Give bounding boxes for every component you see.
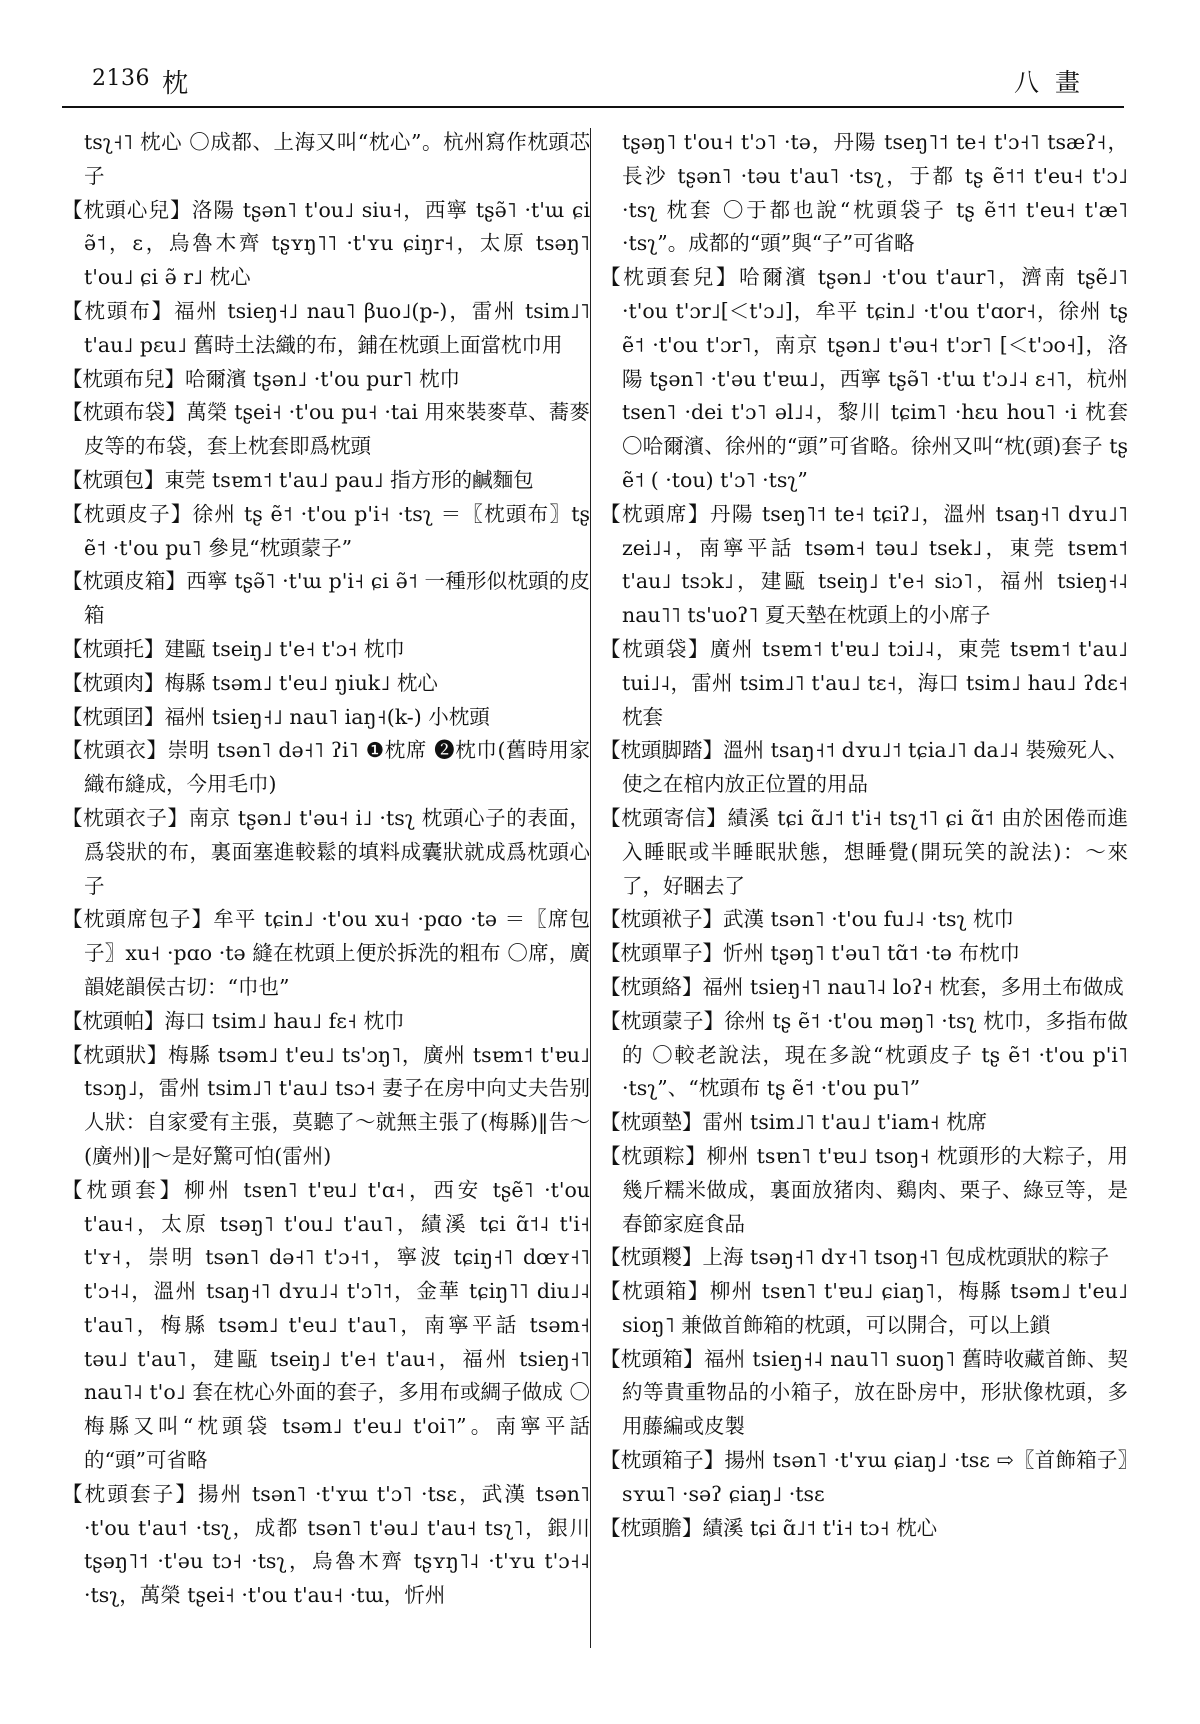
page-header (62, 66, 1124, 108)
entry-text: 哈爾濱 tʂən˩ ·t'ou pur˥ 枕巾 (185, 366, 460, 391)
entry-text: 崇明 tsən˥ də˧˥ ʔi˥ ❶枕席 ❷枕巾(舊時用家織布縫成，今用毛巾) (84, 738, 591, 797)
entry-text: 柳州 tsɐn˥ t'ɐu˩ ɕiaŋ˥，梅縣 tsəm˩ t'eu˩ sioŋ˥ 兼做首飾箱的枕頭，可以開合，可以上鎖 (622, 1279, 1128, 1337)
left-column (62, 126, 590, 1666)
dictionary-entry (600, 1275, 1128, 1343)
entry-text: 福州 tsieŋ˧˨ nau˥˥ suoŋ˥ 舊時收藏首飾、契約等貴重物品的小箱子，放在卧房中，形狀像枕頭，多用藤編或皮製 (622, 1346, 1128, 1439)
entry-headword: 【枕頭脚踏】 (600, 738, 724, 763)
entry-headword: 【枕頭托】 (62, 636, 165, 661)
entry-text: 徐州 tʂ ẽ˦ ·t'ou məŋ˥ ·tsʅ 枕巾，多指布做的 〇較老說法，現在多說“枕頭皮子 tʂ ẽ˦ ·t'ou p'i˥ ·tsʅ”、“枕頭布 tʂ ẽ˦ ·t'ou pu˥” (622, 1008, 1129, 1101)
dictionary-entry (62, 464, 590, 498)
entry-text: 揚州 tsən˥ ·t'ʏɯ t'ɔ˥ ·tsɛ，武漢 tsən˥ ·t'ou t'au˦ ·tsʅ，成都 tsən˥ t'əu˩ t'au˧ tsʅ˥，銀川 tʂəŋ˥˦ ·t'əu tɔ˧ ·tsʅ，烏魯木齊 tʂʏŋ˥˨ ·t'ʏu t'ɔ˧˨ ·tsʅ，萬榮 tʂei˧ ·t'ou t'au˧ ·tɯ，忻州 (84, 1481, 591, 1608)
entry-headword: 【枕頭糉】 (600, 1245, 703, 1270)
dictionary-entry (62, 295, 590, 363)
entry-headword: 【枕頭套兒】 (600, 265, 740, 290)
dictionary-entry (600, 1106, 1128, 1140)
entry-headword: 【枕頭席包子】 (62, 907, 214, 932)
entry-text: 建甌 tseiŋ˩ t'e˧ t'ɔ˧ 枕巾 (164, 636, 405, 661)
entry-headword: 【枕頭袱子】 (600, 907, 723, 932)
entry-text: 揚州 tsən˥ ·t'ʏɯ ɕiaŋ˩ ·tsɛ ⇨〖首飾箱子〗sʏɯ˥ ·səʔ ɕiaŋ˩ ·tsɛ (622, 1448, 1128, 1506)
entry-headword: 【枕頭衣】 (62, 738, 168, 763)
dictionary-entry (600, 633, 1128, 734)
dictionary-entry (62, 802, 590, 903)
entry-text: 哈爾濱 tʂən˩ ·t'ou t'aur˥，濟南 tʂẽ˩˥ ·t'ou t'ɔr˩[＜t'ɔ˩]，牟平 tɕin˩ ·t'ou t'ɑor˧，徐州 tʂ ẽ˦ ·t'ou t'ɔr˥，南京 tʂən˩ t'əu˧ t'ɔr˥ [＜t'ɔo˧]，洛陽 tʂən˥ ·t'əu t'ɐɯ˩，西寧 tʂə̃˥ ·t'ɯ t'ɔ˩˨ ɛ˧˥，杭州 tsen˥ ·dei t'ɔ˥ əl˩˨，黎川 tɕim˥ ·hɛu hou˥ ·i 枕套 〇哈爾濱、徐州的“頭”可省略。徐州又叫“枕(頭)套子 tʂ ẽ˦ ( ·tou) t'ɔ˥ ·tsʅ” (622, 265, 1129, 492)
entry-text: 上海 tsəŋ˧˥ dʏ˧˥ tsoŋ˧˥ 包成枕頭狀的粽子 (702, 1245, 1110, 1270)
dictionary-entry (600, 971, 1128, 1005)
entry-text: 牟平 tɕin˩ ·t'ou xu˧ ·pɑo ·tə ＝〖席包子〗xu˧ ·pɑo ·tə 縫在枕頭上便於拆洗的粗布 〇席，廣韻姥韻侯古切：“巾也” (84, 907, 590, 999)
entry-headword: 【枕頭單子】 (600, 941, 723, 966)
entry-text: 洛陽 tʂən˥ t'ou˩ siu˧，西寧 tʂə̃˥ ·t'ɯ ɕi ə̃˦，ɛ，烏魯木齊 tʂʏŋ˥˥ ·t'ʏu ɕiŋr˧，太原 tsəŋ˥ t'ou˩ ɕi ə̃ r˩ 枕心 (84, 197, 591, 290)
entry-headword: 【枕頭膽】 (600, 1515, 703, 1540)
page-number: 2136 (92, 66, 150, 91)
entry-text: 東莞 tsɐm˦ t'au˩ pau˩ 指方形的鹹麵包 (164, 467, 534, 492)
dictionary-entry (600, 1005, 1128, 1106)
dictionary-entry (600, 903, 1128, 937)
entry-text: 績溪 tɕi ɑ̃˩˦ t'i˧ tsʅ˦˥ ɕi ɑ̃˦ 由於困倦而進入睡眠或半睡眠狀態，想睡覺(開玩笑的說法)：～來了，好睏去了 (622, 805, 1128, 898)
entry-headword: 【枕頭布】 (62, 298, 175, 323)
entry-headword: 【枕頭皮子】 (62, 501, 193, 526)
entry-headword: 【枕頭箱子】 (600, 1448, 725, 1473)
entry-headword: 【枕頭箱】 (600, 1279, 710, 1304)
entry-text: 福州 tsieŋ˧˩ nau˥ βuo˩(p-)，雷州 tsim˩˥ t'au˩ pɛu˩ 舊時土法織的布，鋪在枕頭上面當枕巾用 (84, 298, 591, 357)
dictionary-entry (62, 667, 590, 701)
entry-headword: 【枕頭袋】 (600, 636, 711, 661)
entry-text: 福州 tsieŋ˧˥ nau˥˨ loʔ˧ 枕套，多用土布做成 (702, 974, 1124, 999)
entry-headword: 【枕頭蒙子】 (600, 1008, 725, 1033)
entry-text: 忻州 tʂəŋ˥ t'əu˥ tɑ̃˦ ·tə 布枕巾 (723, 941, 1020, 966)
entry-text: 福州 tsieŋ˧˩ nau˥ iaŋ˧(k-) 小枕頭 (164, 704, 490, 729)
dictionary-entry (62, 1039, 590, 1174)
entry-headword: 【枕頭絡】 (600, 974, 703, 999)
entry-text: 西寧 tʂə̃˥ ·t'ɯ p'i˧ ɕi ə̃˦ 一種形似枕頭的皮箱 (84, 569, 590, 628)
entry-headword: 【枕頭肉】 (62, 670, 165, 695)
dictionary-entry (600, 261, 1128, 498)
dictionary-entry (62, 194, 590, 295)
entry-text: 柳州 tsɐn˥ t'ɐu˩ tsoŋ˧ 枕頭形的大粽子，用幾斤糯米做成，裏面放猪肉、鷄肉、栗子、綠豆等，是春節家庭食品 (622, 1143, 1129, 1236)
entry-headword: 【枕頭心兒】 (62, 197, 192, 222)
entry-headword: 【枕頭寄信】 (600, 805, 728, 830)
dictionary-entry (62, 903, 590, 1004)
dictionary-entry (62, 396, 590, 464)
entry-text: 溫州 tsaŋ˧˦ dʏu˩˦ tɕia˩˥ da˩˨ 裝殮死人、使之在棺内放正位置的用品 (622, 738, 1128, 797)
entry-text: tsʅ˧˥ 枕心 〇成都、上海又叫“枕心”。杭州寫作枕頭芯子 (84, 130, 590, 188)
entry-headword: 【枕頭囝】 (62, 704, 165, 729)
header-section: 八畫 (1013, 68, 1096, 97)
dictionary-entry (600, 1343, 1128, 1444)
entry-headword: 【枕頭墊】 (600, 1110, 703, 1135)
dictionary-entry (600, 937, 1128, 971)
dictionary-entry (62, 734, 590, 802)
entry-headword: 【枕頭布兒】 (62, 366, 185, 391)
dictionary-entry (600, 802, 1128, 903)
entry-text: 雷州 tsim˩˥ t'au˩ t'iam˧ 枕席 (702, 1110, 988, 1135)
right-column (600, 126, 1128, 1666)
dictionary-entry (62, 363, 590, 397)
entry-text: 海口 tsim˩ hau˩ fɛ˧ 枕巾 (164, 1008, 405, 1033)
entry-text: 武漢 tsən˥ ·t'ou fu˩˨ ·tsʅ 枕巾 (723, 907, 1014, 932)
entry-text: 梅縣 tsəm˩ t'eu˩ ts'ɔŋ˥，廣州 tsɐm˦ t'ɐu˩ tsɔŋ˩，雷州 tsim˩˥ t'au˩ tsɔ˧ 妻子在房中向丈夫告别人狀：自家愛有主張，莫聽了～就無主張了(梅縣)‖告～(廣州)‖～是好驚可怕(雷州) (84, 1042, 591, 1168)
dictionary-entry (600, 1241, 1128, 1275)
entry-text: 梅縣 tsəm˩ t'eu˩ ŋiuk˩ 枕心 (164, 670, 438, 695)
entry-headword: 【枕頭箱】 (600, 1346, 704, 1371)
entry-headword: 【枕頭粽】 (600, 1143, 707, 1168)
entry-headword: 【枕頭包】 (62, 467, 165, 492)
entry-text: 南京 tʂən˩ t'əu˧ i˩ ·tsʅ 枕頭心子的表面，爲袋狀的布，裏面塞進較鬆的填料成囊狀就成爲枕頭心子 (84, 805, 590, 898)
entry-text: 廣州 tsɐm˦ t'ɐu˩ tɔi˩˨，東莞 tsɐm˦ t'au˩ tui˩˨，雷州 tsim˩˥ t'au˩ tɛ˧，海口 tsim˩ hau˩ ʔdɛ˧ 枕套 (622, 636, 1128, 729)
entry-text: 萬榮 tʂei˧ ·t'ou pu˧ ·tai 用來裝麥草、蕎麥皮等的布袋，套上枕套即爲枕頭 (84, 400, 590, 459)
column-divider (590, 128, 591, 1648)
dictionary-entry (600, 126, 1128, 261)
dictionary-entry (62, 498, 590, 566)
dictionary-entry (600, 1444, 1128, 1512)
entry-text: 丹陽 tseŋ˥˦ te˧ tɕiʔ˩，溫州 tsaŋ˧˥ dʏu˩˥ zei˩˨，南寧平話 tsəm˧ təu˩ tsek˩，東莞 tsɐm˦ t'au˩ tsɔk˩，建甌 tseiŋ˩ t'e˧ siɔ˥，福州 tsieŋ˧˨ nau˥˥ ts'uoʔ˥ 夏天墊在枕頭上的小席子 (622, 501, 1129, 628)
entry-text: 績溪 tɕi ɑ̃˩˦ t'i˧ tɔ˧ 枕心 (702, 1515, 938, 1540)
entry-headword: 【枕頭席】 (600, 501, 710, 526)
entry-headword: 【枕頭套】 (62, 1177, 185, 1202)
entry-headword: 【枕頭衣子】 (62, 805, 189, 830)
entry-headword: 【枕頭布袋】 (62, 400, 187, 425)
dictionary-entry (62, 1174, 590, 1478)
entry-headword: 【枕頭帕】 (62, 1008, 165, 1033)
entry-text: tʂəŋ˥ t'ou˧ t'ɔ˥ ·tə，丹陽 tseŋ˥˦ te˧ t'ɔ˧˥ tsæʔ˧，長沙 tʂən˥ ·təu t'au˥ ·tsʅ，于都 tʂ ẽ˦˦ t'eu˧ t'ɔ˩ ·tsʅ 枕套 〇于都也說“枕頭袋子 tʂ ẽ˦˦ t'eu˧ t'æ˥ ·tsʅ”。成都的“頭”與“子”可省略 (622, 130, 1128, 256)
dictionary-entry (62, 1478, 590, 1613)
header-character: 枕 (162, 69, 189, 99)
entry-text: 徐州 tʂ ẽ˦ ·t'ou p'i˧ ·tsʅ ＝〖枕頭布〗tʂ ẽ˦ ·t'ou pu˥ 參見“枕頭蒙子” (84, 501, 590, 560)
dictionary-entry (600, 734, 1128, 802)
dictionary-entry (600, 1140, 1128, 1241)
dictionary-entry (62, 565, 590, 633)
dictionary-entry (62, 1005, 590, 1039)
entry-headword: 【枕頭狀】 (62, 1042, 169, 1067)
dictionary-entry (62, 126, 590, 194)
dictionary-entry (600, 1512, 1128, 1546)
dictionary-entry (62, 701, 590, 735)
entry-headword: 【枕頭套子】 (62, 1481, 199, 1506)
dictionary-entry (600, 498, 1128, 633)
entry-text: 柳州 tsɐn˥ t'ɐu˩ t'ɑ˧，西安 tʂẽ˥ ·t'ou t'au˧，太原 tsəŋ˥ t'ou˩ t'au˥，績溪 tɕi ɑ̃˦˨ t'i˧ t'ʏ˧，崇明 tsən˥ də˧˥ t'ɔ˧˦，寧波 tɕiŋ˧˥ dœʏ˧˥ t'ɔ˧˨，溫州 tsaŋ˧˥ dʏu˩˨ t'ɔ˥˦，金華 tɕiŋ˥˥ diu˩˨ t'au˥，梅縣 tsəm˩ t'eu˩ t'au˥，南寧平話 tsəm˧ təu˩ t'au˥，建甌 tseiŋ˩ t'e˧ t'au˧，福州 tsieŋ˧˥ nau˥˨ t'o˩ 套在枕心外面的套子，多用布或綢子做成 〇梅縣又叫“枕頭袋 tsəm˩ t'eu˩ t'oi˥”。南寧平話的“頭”可省略 (84, 1177, 591, 1473)
dictionary-entry (62, 633, 590, 667)
entry-headword: 【枕頭皮箱】 (62, 569, 187, 594)
